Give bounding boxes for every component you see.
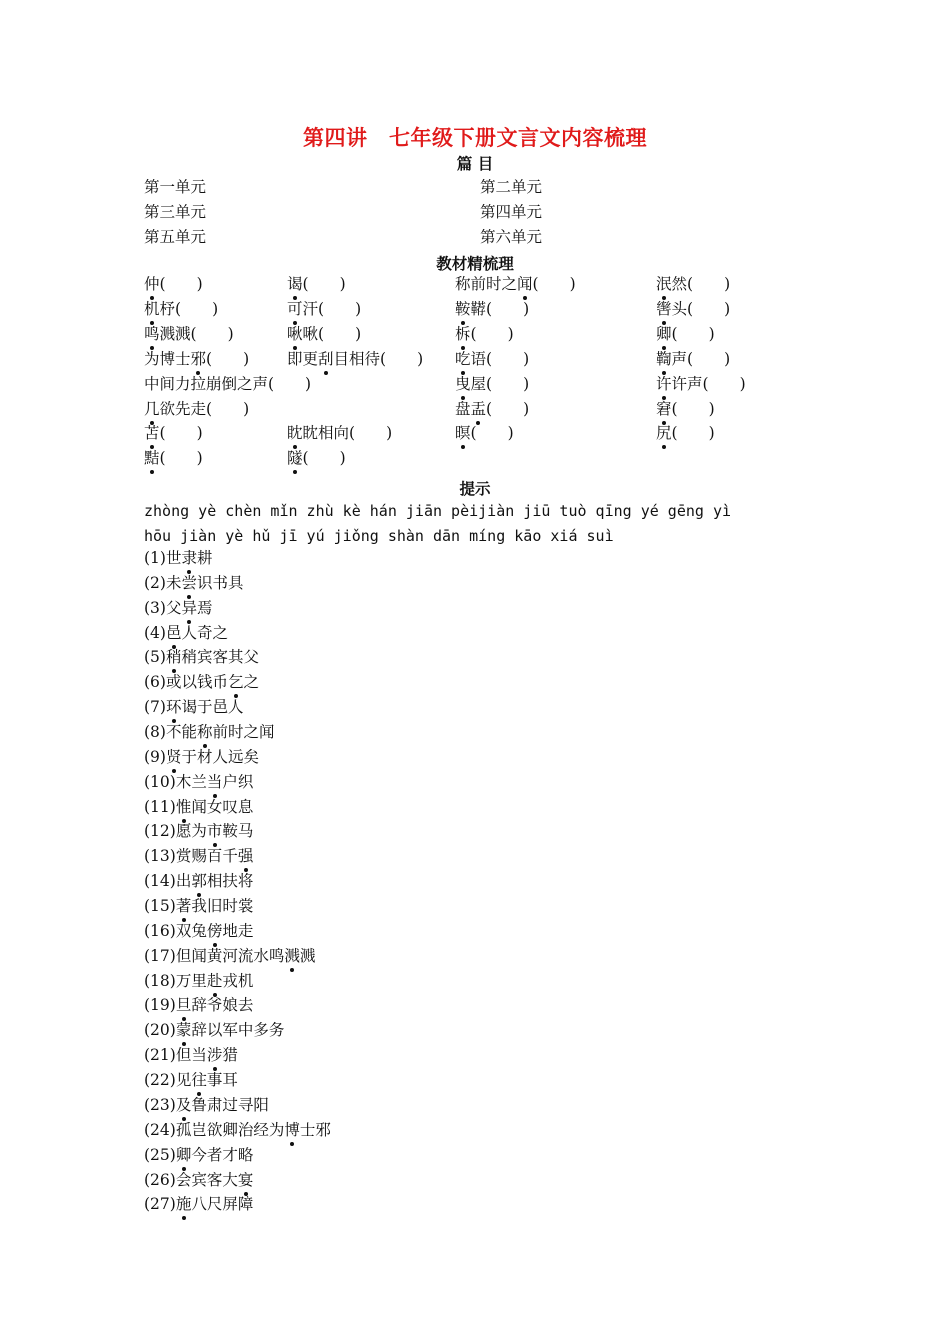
text-segment: 啾( ) — [302, 324, 362, 343]
vocab-row — [0, 373, 950, 398]
vocab-cell — [287, 348, 423, 370]
vocab-cell — [656, 422, 715, 444]
page-title: 第四讲 七年级下册文言文内容梳理 — [303, 126, 647, 150]
vocab-cell — [455, 398, 529, 420]
emphasis-dot-char: 惟 — [175, 797, 192, 816]
pinyin-line-1: zhòng yè chèn mǐn zhù kè hán jiān pèijiàn jiū tuò qīng yé gēng yì — [144, 502, 731, 520]
text-segment: 然( ) — [671, 275, 731, 293]
emphasis-dot-char: 曳 — [455, 374, 471, 393]
text-segment: (16)双兔 — [144, 921, 207, 940]
vocab-cell — [656, 273, 730, 295]
vocab-cell — [144, 373, 311, 395]
vocab-cell — [144, 422, 203, 444]
vocab-cell — [656, 298, 730, 320]
text-segment: 语( ) — [470, 349, 530, 368]
text-segment: 鞍马 — [222, 822, 254, 841]
example-item — [144, 820, 253, 842]
text-segment: (17)但闻黄河流水鸣 — [144, 946, 285, 965]
unit-cell: 第五单元 — [144, 228, 207, 246]
emphasis-dot-char: 邪 — [190, 349, 207, 368]
emphasis-dot-char: 柝 — [455, 324, 471, 343]
example-item — [144, 970, 253, 992]
example-item — [144, 572, 244, 594]
vocab-cell — [656, 398, 715, 420]
example-item — [144, 771, 253, 793]
text-segment: (22)见 — [144, 1071, 192, 1090]
text-segment: ( ) — [671, 399, 715, 418]
text-segment: 欲先走( ) — [159, 399, 250, 418]
text-segment: (1)世 — [144, 549, 182, 567]
text-segment: (20) — [144, 1021, 176, 1040]
text-segment: 眈相向( ) — [302, 424, 393, 443]
vocab-cell — [287, 422, 392, 444]
vocab-cell — [144, 348, 249, 370]
emphasis-dot-char: 施 — [175, 1195, 192, 1214]
emphasis-dot-char: 博 — [284, 1120, 300, 1139]
emphasis-dot-char: 贤 — [165, 747, 182, 766]
vocab-cell — [455, 298, 529, 320]
emphasis-dot-char: 蒙 — [175, 1021, 192, 1040]
unit-cell: 第四单元 — [480, 203, 543, 221]
emphasis-dot-char: 闻 — [517, 275, 533, 293]
emphasis-dot-char: 仲 — [144, 275, 160, 293]
text-segment: 屋( ) — [470, 374, 530, 393]
text-segment: ( ) — [159, 449, 203, 468]
text-segment: (5) — [144, 648, 166, 667]
emphasis-dot-char: 几 — [144, 399, 160, 418]
vocab-cell — [287, 447, 346, 469]
emphasis-dot-char: 卿 — [175, 1145, 192, 1164]
emphasis-dot-char: 卿 — [656, 324, 672, 343]
emphasis-dot-char: 谒 — [287, 275, 303, 293]
text-segment: 闻女叹息 — [191, 797, 254, 816]
emphasis-dot-char: 环 — [165, 698, 182, 717]
emphasis-dot-char: 宴 — [237, 1170, 254, 1189]
vocab-cell — [144, 298, 218, 320]
text-segment: (24)孤岂欲卿治经为 — [144, 1120, 285, 1139]
vocab-cell — [144, 447, 203, 469]
section-heading-tishi: 提示 — [459, 480, 491, 498]
vocab-cell — [144, 398, 249, 420]
vocab-cell — [287, 273, 346, 295]
text-segment: 户织 — [222, 772, 254, 791]
unit-row — [0, 176, 950, 201]
text-segment: 八尺屏障 — [191, 1195, 254, 1214]
vocab-row — [0, 398, 950, 423]
example-item — [144, 622, 228, 644]
text-segment: 我旧时裳 — [191, 897, 254, 916]
example-item — [144, 597, 213, 619]
text-segment: 前时之闻 — [212, 723, 275, 742]
example-item — [144, 646, 259, 668]
example-item — [144, 1169, 253, 1191]
text-segment: ( ) — [470, 324, 514, 343]
emphasis-dot-char: 盂 — [470, 399, 487, 418]
example-item — [144, 746, 259, 768]
text-segment: 士邪 — [299, 1120, 331, 1139]
emphasis-dot-char: 邑 — [165, 623, 182, 642]
vocab-cell — [455, 323, 514, 345]
emphasis-dot-char: 稍 — [165, 648, 182, 667]
example-item — [144, 1094, 269, 1116]
text-segment: (3)父 — [144, 598, 182, 617]
text-segment: 辞爷娘去 — [191, 996, 254, 1015]
text-segment: 鲁肃过寻阳 — [191, 1095, 269, 1114]
text-segment: ( ) — [206, 349, 250, 368]
text-segment: 中间力拉崩倒之声( ) — [144, 374, 312, 393]
vocab-row — [0, 422, 950, 447]
vocab-cell — [656, 348, 730, 370]
text-segment: 溅 — [299, 946, 316, 965]
emphasis-dot-char: 暝 — [455, 424, 471, 443]
unit-cell: 第一单元 — [144, 178, 207, 196]
emphasis-dot-char: 往 — [191, 1071, 207, 1090]
example-item — [144, 1019, 284, 1041]
vocab-cell — [144, 273, 203, 295]
example-item — [144, 870, 253, 892]
example-item — [144, 845, 253, 867]
text-segment: 耕 — [196, 549, 213, 567]
emphasis-dot-char: 隶 — [181, 549, 197, 567]
text-segment: (12)愿为 — [144, 822, 207, 841]
example-item — [144, 994, 253, 1016]
text-segment: (21)但当 — [144, 1046, 207, 1065]
example-item — [144, 1119, 331, 1141]
text-segment: ( ) — [302, 449, 346, 468]
vocab-row — [0, 447, 950, 472]
text-segment: 辞以军中多务 — [191, 1021, 285, 1040]
text-segment: 盘 — [455, 399, 471, 418]
unit-row — [0, 226, 950, 251]
text-segment: ( ) — [532, 275, 576, 293]
emphasis-dot-char: 强 — [237, 847, 254, 866]
example-item — [144, 895, 253, 917]
text-segment: 识书具 — [196, 573, 244, 592]
text-segment: ( ) — [671, 424, 715, 443]
example-item — [144, 1144, 253, 1166]
text-segment: 戎机 — [222, 971, 254, 990]
emphasis-dot-char: 刮 — [318, 349, 334, 368]
text-segment: 猎 — [222, 1046, 238, 1065]
text-segment: 谒于邑人 — [181, 698, 244, 717]
emphasis-dot-char: 尻 — [656, 424, 672, 443]
text-segment: 稍宾客其父 — [181, 648, 259, 667]
text-segment: ( ) — [671, 324, 715, 343]
emphasis-dot-char: 黠 — [144, 449, 160, 468]
example-item — [144, 796, 253, 818]
emphasis-dot-char: 异 — [181, 598, 197, 617]
text-segment: (10)木兰 — [144, 772, 207, 791]
text-segment: 杼( ) — [159, 299, 219, 318]
vocab-cell — [287, 298, 361, 320]
vocab-row — [0, 273, 950, 298]
text-segment: (9) — [144, 747, 166, 766]
text-segment: (13)赏赐百千 — [144, 847, 238, 866]
text-segment: 于材人远矣 — [181, 747, 259, 766]
section-heading-jiaocai: 教材精梳理 — [436, 255, 514, 273]
example-item — [144, 1193, 253, 1215]
emphasis-dot-char: 眈 — [287, 424, 303, 443]
text-segment: (26)会宾客大 — [144, 1170, 238, 1189]
text-segment: (8)不能 — [144, 723, 197, 742]
emphasis-dot-char: 称 — [196, 723, 213, 742]
vocab-cell — [144, 323, 234, 345]
example-item — [144, 945, 315, 967]
emphasis-dot-char: 机 — [144, 299, 160, 318]
text-segment: 之 — [243, 673, 259, 692]
text-segment: ( ) — [159, 424, 203, 443]
vocab-cell — [455, 373, 529, 395]
emphasis-dot-char: 涉 — [206, 1046, 223, 1065]
unit-cell: 第六单元 — [480, 228, 543, 246]
vocab-row — [0, 323, 950, 348]
vocab-cell — [287, 323, 361, 345]
text-segment: (15) — [144, 897, 176, 916]
vocab-cell — [455, 422, 514, 444]
vocab-cell — [656, 373, 746, 395]
text-segment: 称前时之 — [455, 275, 518, 293]
emphasis-dot-char: 鞍 — [455, 299, 471, 318]
text-segment: (18)万里 — [144, 971, 207, 990]
text-segment: (19) — [144, 996, 176, 1015]
text-segment: ( ) — [470, 424, 514, 443]
emphasis-dot-char: 啾 — [287, 324, 303, 343]
example-item — [144, 721, 275, 743]
text-segment: 鞯( ) — [470, 299, 530, 318]
text-segment: (11) — [144, 797, 176, 816]
example-item — [144, 671, 259, 693]
text-segment: (2)未 — [144, 573, 182, 592]
emphasis-dot-char: 吃 — [455, 349, 471, 368]
emphasis-dot-char: 苫 — [144, 424, 160, 443]
text-segment: 汗( ) — [302, 299, 362, 318]
text-segment: (25) — [144, 1145, 176, 1164]
vocab-cell — [455, 348, 529, 370]
emphasis-dot-char: 泯 — [656, 275, 672, 293]
text-segment: 许声( ) — [671, 374, 746, 393]
unit-cell: 第三单元 — [144, 203, 207, 221]
emphasis-dot-char: 旦 — [175, 996, 192, 1015]
text-segment: (27) — [144, 1195, 176, 1214]
text-segment: (4) — [144, 623, 166, 642]
unit-cell: 第二单元 — [480, 178, 543, 196]
emphasis-dot-char: 赴 — [206, 971, 223, 990]
text-segment: 人奇之 — [181, 623, 228, 642]
vocab-row — [0, 348, 950, 373]
emphasis-dot-char: 许 — [656, 374, 672, 393]
emphasis-dot-char: 著 — [175, 897, 192, 916]
emphasis-dot-char: 郭 — [191, 872, 207, 891]
emphasis-dot-char: 隧 — [287, 449, 303, 468]
text-segment: 声( ) — [671, 349, 731, 368]
text-segment: 即更 — [287, 349, 319, 368]
emphasis-dot-char: 市 — [206, 822, 223, 841]
vocab-cell — [656, 323, 715, 345]
text-segment: ( ) — [486, 399, 530, 418]
text-segment: (23) — [144, 1095, 176, 1114]
emphasis-dot-char: 傍 — [206, 921, 223, 940]
pinyin-line-2: hōu jiàn yè hǔ jī yú jiǒng shàn dān míng kāo xiá suì — [144, 527, 614, 545]
text-segment: ( ) — [159, 275, 203, 293]
vocab-row — [0, 298, 950, 323]
example-item — [144, 696, 244, 718]
emphasis-dot-char: 辔 — [656, 299, 672, 318]
text-segment: 地走 — [222, 921, 254, 940]
emphasis-dot-char: 溅 — [284, 946, 300, 965]
emphasis-dot-char: 乞 — [227, 673, 244, 692]
vocab-cell — [455, 273, 576, 295]
text-segment: 溅溅( ) — [159, 324, 234, 343]
emphasis-dot-char: 鸣 — [144, 324, 160, 343]
emphasis-dot-char: 窘 — [656, 399, 672, 418]
text-segment: 为博士 — [144, 349, 191, 368]
text-segment: (7) — [144, 698, 166, 717]
unit-row — [0, 201, 950, 226]
text-segment: (6)或以钱币 — [144, 673, 228, 692]
text-segment: 目相待( ) — [333, 349, 424, 368]
example-item — [144, 920, 253, 942]
text-segment: 事耳 — [206, 1071, 238, 1090]
text-segment: 今者才略 — [191, 1145, 254, 1164]
example-item — [144, 547, 213, 569]
section-heading-pianmu: 篇 目 — [456, 155, 494, 173]
emphasis-dot-char: 及 — [175, 1095, 192, 1114]
text-segment: 焉 — [196, 598, 213, 617]
emphasis-dot-char: 可 — [287, 299, 303, 318]
example-item — [144, 1069, 238, 1091]
emphasis-dot-char: 当 — [206, 772, 223, 791]
example-item — [144, 1044, 238, 1066]
emphasis-dot-char: 鞫 — [656, 349, 672, 368]
text-segment: ( ) — [302, 275, 346, 293]
text-segment: 头( ) — [671, 299, 731, 318]
emphasis-dot-char: 尝 — [181, 573, 197, 592]
text-segment: (14)出 — [144, 872, 192, 891]
text-segment: 相扶将 — [206, 872, 254, 891]
